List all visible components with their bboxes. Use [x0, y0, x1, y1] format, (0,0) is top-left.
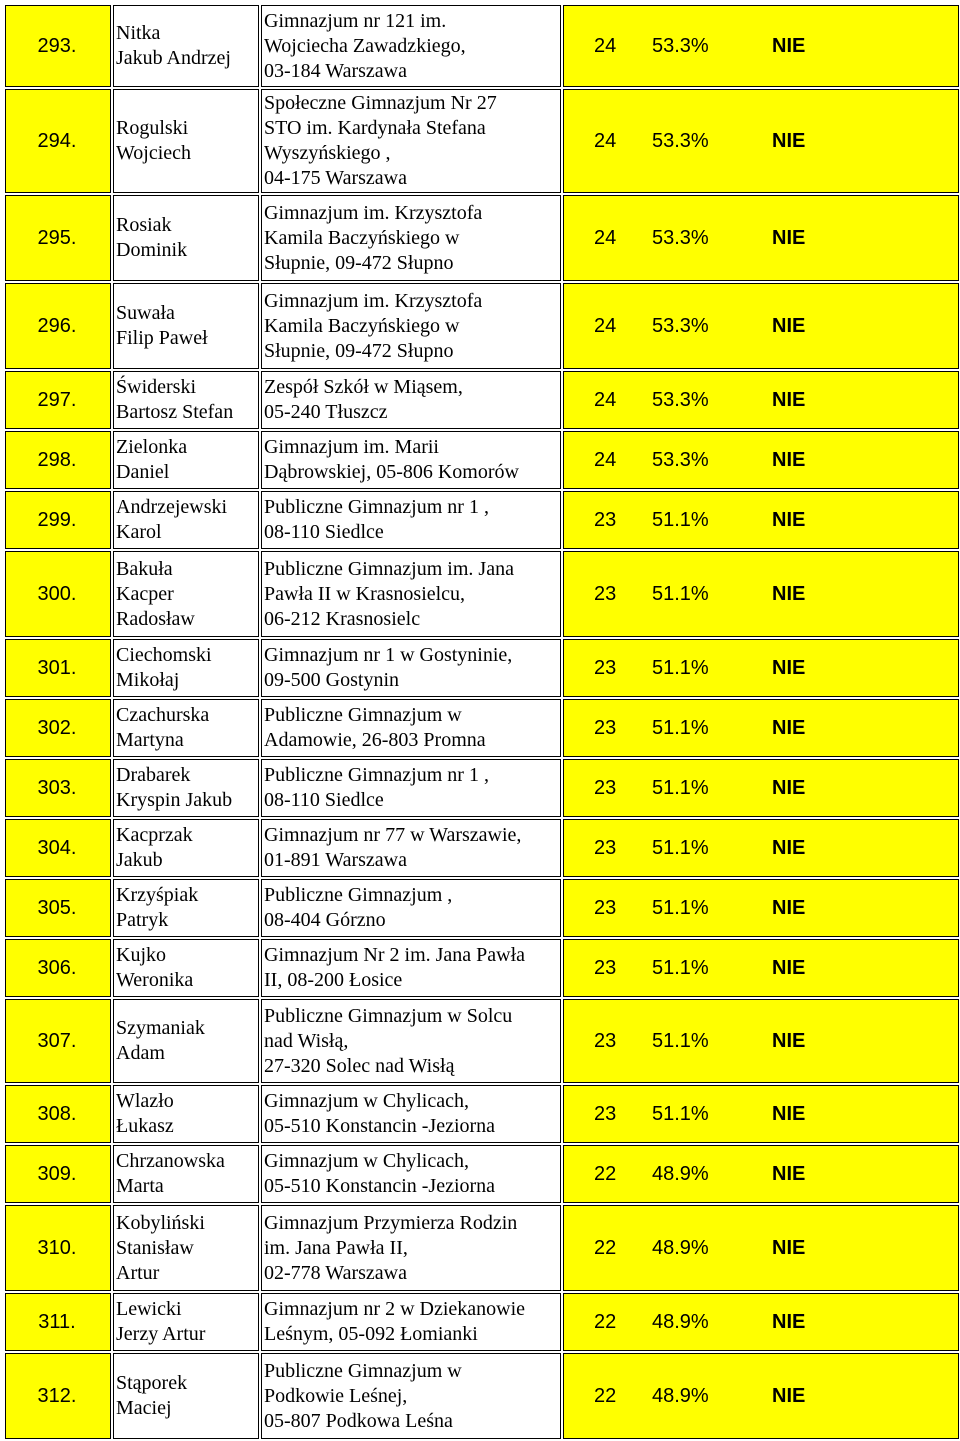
school-cell — [261, 551, 561, 637]
points-value: 23 — [594, 776, 617, 799]
score-cell — [563, 195, 959, 281]
qualification-result: NIE — [772, 956, 806, 979]
table-row — [5, 283, 959, 369]
school-line: 05-807 Podkowa Leśna — [264, 1409, 453, 1432]
results-table — [3, 3, 960, 1441]
student-name-cell — [113, 639, 259, 697]
table-row — [5, 1293, 959, 1351]
table-row — [5, 491, 959, 549]
points-value: 22 — [594, 1236, 617, 1259]
score-cell — [563, 491, 959, 549]
school-line: Słupnie, 09-472 Słupno — [264, 339, 454, 362]
score-cell — [563, 1293, 959, 1351]
percent-value: 51.1% — [652, 508, 709, 531]
student-name-cell — [113, 879, 259, 937]
student-name-cell — [113, 89, 259, 193]
student-name-line: Ciechomski — [116, 644, 212, 666]
student-name-cell — [113, 491, 259, 549]
school-line: Społeczne Gimnazjum Nr 27 — [264, 92, 497, 114]
score-cell — [563, 879, 959, 937]
points-value: 23 — [594, 836, 617, 859]
student-name-line: Radosław — [116, 607, 195, 630]
percent-value: 53.3% — [652, 129, 709, 152]
student-name-line: Patryk — [116, 909, 169, 931]
qualification-result: NIE — [772, 1310, 806, 1333]
student-name-cell — [113, 371, 259, 429]
student-name-cell — [113, 699, 259, 757]
student-name-cell — [113, 431, 259, 489]
score-cell — [563, 371, 959, 429]
score-cell — [563, 759, 959, 817]
student-name-line: Mikołaj — [116, 669, 180, 691]
row-number: 304. — [5, 819, 111, 877]
student-name-cell — [113, 283, 259, 369]
school-cell — [261, 491, 561, 549]
student-name-line: Lewicki — [116, 1298, 182, 1320]
score-cell — [563, 639, 959, 697]
school-line: 05-510 Konstancin -Jeziorna — [264, 1175, 496, 1197]
school-line: Zespół Szkół w Miąsem, — [264, 376, 463, 398]
school-line: Gimnazjum w Chylicach, — [264, 1150, 469, 1172]
student-name-line: Kacprzak — [116, 824, 193, 846]
student-name-line: Drabarek — [116, 764, 191, 786]
percent-value: 51.1% — [652, 896, 709, 919]
school-line: Gimnazjum im. Krzysztofa — [264, 289, 483, 312]
school-cell — [261, 5, 561, 87]
student-name-line: Rogulski — [116, 117, 189, 139]
school-line: Wyszyńskiego , — [264, 142, 391, 164]
percent-value: 48.9% — [652, 1310, 709, 1333]
table-row — [5, 551, 959, 637]
student-name-line: Kobyliński — [116, 1211, 205, 1234]
score-cell — [563, 5, 959, 87]
student-name-cell — [113, 1353, 259, 1439]
school-line: 03-184 Warszawa — [264, 59, 407, 82]
school-cell — [261, 195, 561, 281]
points-value: 24 — [594, 34, 617, 57]
student-name-cell — [113, 999, 259, 1083]
table-row — [5, 999, 959, 1083]
table-row — [5, 1205, 959, 1291]
school-line: Gimnazjum Przymierza Rodzin — [264, 1211, 518, 1234]
table-row — [5, 431, 959, 489]
school-line: Podkowie Leśnej, — [264, 1384, 408, 1407]
student-name-cell — [113, 939, 259, 997]
school-line: 08-404 Górzno — [264, 909, 386, 931]
table-row — [5, 1353, 959, 1439]
student-name-line: Suwała — [116, 302, 175, 324]
school-line: Leśnym, 05-092 Łomianki — [264, 1323, 478, 1345]
school-line: 06-212 Krasnosielc — [264, 607, 421, 630]
percent-value: 48.9% — [652, 1384, 709, 1407]
student-name-line: Wojciech — [116, 142, 192, 164]
school-cell — [261, 699, 561, 757]
points-value: 24 — [594, 314, 617, 337]
qualification-result: NIE — [772, 314, 806, 337]
student-name-line: Adam — [116, 1042, 165, 1064]
school-line: im. Jana Pawła II, — [264, 1236, 408, 1259]
points-value: 23 — [594, 508, 617, 531]
points-value: 23 — [594, 1102, 617, 1125]
score-cell — [563, 1353, 959, 1439]
school-line: Publiczne Gimnazjum nr 1 , — [264, 764, 489, 786]
percent-value: 51.1% — [652, 1029, 709, 1052]
school-line: Gimnazjum Nr 2 im. Jana Pawła — [264, 944, 526, 966]
percent-value: 53.3% — [652, 388, 709, 411]
qualification-result: NIE — [772, 716, 806, 739]
points-value: 23 — [594, 956, 617, 979]
percent-value: 51.1% — [652, 656, 709, 679]
score-cell — [563, 1205, 959, 1291]
percent-value: 53.3% — [652, 448, 709, 471]
student-name-line: Chrzanowska — [116, 1150, 225, 1172]
table-row — [5, 819, 959, 877]
student-name-line: Artur — [116, 1261, 160, 1284]
qualification-result: NIE — [772, 448, 806, 471]
school-cell — [261, 1205, 561, 1291]
table-row — [5, 89, 959, 193]
qualification-result: NIE — [772, 226, 806, 249]
school-cell — [261, 1353, 561, 1439]
school-line: 05-240 Tłuszcz — [264, 401, 388, 423]
student-name-line: Nitka — [116, 22, 161, 44]
student-name-line: Kujko — [116, 944, 166, 966]
points-value: 23 — [594, 716, 617, 739]
points-value: 23 — [594, 656, 617, 679]
percent-value: 51.1% — [652, 776, 709, 799]
student-name-cell — [113, 5, 259, 87]
student-name-line: Stąporek — [116, 1372, 188, 1394]
school-line: Gimnazjum w Chylicach, — [264, 1090, 469, 1112]
points-value: 22 — [594, 1162, 617, 1185]
score-cell — [563, 431, 959, 489]
student-name-line: Martyna — [116, 729, 184, 751]
school-line: Wojciecha Zawadzkiego, — [264, 34, 466, 57]
qualification-result: NIE — [772, 656, 806, 679]
row-number: 311. — [5, 1293, 111, 1351]
row-number: 296. — [5, 283, 111, 369]
points-value: 24 — [594, 129, 617, 152]
qualification-result: NIE — [772, 388, 806, 411]
school-line: Gimnazjum nr 2 w Dziekanowie — [264, 1298, 526, 1320]
percent-value: 53.3% — [652, 226, 709, 249]
row-number: 299. — [5, 491, 111, 549]
table-row — [5, 5, 959, 87]
qualification-result: NIE — [772, 34, 806, 57]
table-row — [5, 639, 959, 697]
row-number: 303. — [5, 759, 111, 817]
percent-value: 51.1% — [652, 956, 709, 979]
qualification-result: NIE — [772, 896, 806, 919]
school-line: nad Wisłą, — [264, 1029, 349, 1052]
school-line: II, 08-200 Łosice — [264, 969, 403, 991]
table-row — [5, 879, 959, 937]
student-name-line: Filip Paweł — [116, 327, 208, 349]
results-table-container — [3, 3, 957, 1441]
percent-value: 48.9% — [652, 1162, 709, 1185]
student-name-line: Stanisław — [116, 1236, 194, 1259]
school-cell — [261, 939, 561, 997]
school-cell — [261, 759, 561, 817]
student-name-line: Daniel — [116, 461, 170, 483]
school-cell — [261, 283, 561, 369]
row-number: 306. — [5, 939, 111, 997]
student-name-line: Zielonka — [116, 436, 188, 458]
percent-value: 51.1% — [652, 716, 709, 739]
row-number: 298. — [5, 431, 111, 489]
school-line: Gimnazjum nr 77 w Warszawie, — [264, 824, 522, 846]
school-cell — [261, 639, 561, 697]
school-line: Publiczne Gimnazjum w — [264, 704, 462, 726]
points-value: 22 — [594, 1384, 617, 1407]
student-name-line: Łukasz — [116, 1115, 174, 1137]
school-line: Kamila Baczyńskiego w — [264, 226, 460, 249]
qualification-result: NIE — [772, 582, 806, 605]
student-name-line: Weronika — [116, 969, 194, 991]
row-number: 312. — [5, 1353, 111, 1439]
student-name-line: Krzyśpiak — [116, 884, 199, 906]
school-cell — [261, 1085, 561, 1143]
points-value: 24 — [594, 388, 617, 411]
score-cell — [563, 819, 959, 877]
school-line: 08-110 Siedlce — [264, 789, 384, 811]
percent-value: 51.1% — [652, 836, 709, 859]
school-line: Publiczne Gimnazjum , — [264, 884, 453, 906]
school-line: Gimnazjum nr 121 im. — [264, 9, 447, 32]
percent-value: 51.1% — [652, 1102, 709, 1125]
school-line: 05-510 Konstancin -Jeziorna — [264, 1115, 496, 1137]
school-line: Dąbrowskiej, 05-806 Komorów — [264, 461, 519, 483]
points-value: 24 — [594, 448, 617, 471]
school-line: 02-778 Warszawa — [264, 1261, 407, 1284]
student-name-cell — [113, 1205, 259, 1291]
qualification-result: NIE — [772, 1029, 806, 1052]
table-row — [5, 939, 959, 997]
row-number: 295. — [5, 195, 111, 281]
school-cell — [261, 999, 561, 1083]
table-row — [5, 699, 959, 757]
percent-value: 53.3% — [652, 34, 709, 57]
student-name-cell — [113, 1085, 259, 1143]
school-cell — [261, 1145, 561, 1203]
row-number: 310. — [5, 1205, 111, 1291]
percent-value: 53.3% — [652, 314, 709, 337]
school-line: Kamila Baczyńskiego w — [264, 314, 460, 337]
table-row — [5, 1085, 959, 1143]
student-name-line: Kacper — [116, 582, 174, 605]
row-number: 301. — [5, 639, 111, 697]
qualification-result: NIE — [772, 836, 806, 859]
results-table-body — [5, 5, 959, 1439]
school-line: 04-175 Warszawa — [264, 167, 407, 189]
points-value: 22 — [594, 1310, 617, 1333]
school-line: Słupnie, 09-472 Słupno — [264, 251, 454, 274]
student-name-line: Czachurska — [116, 704, 210, 726]
school-line: Publiczne Gimnazjum nr 1 , — [264, 496, 489, 518]
student-name-line: Jakub Andrzej — [116, 47, 231, 69]
school-cell — [261, 431, 561, 489]
row-number: 305. — [5, 879, 111, 937]
student-name-line: Karol — [116, 521, 162, 543]
student-name-line: Kryspin Jakub — [116, 789, 233, 811]
school-line: Publiczne Gimnazjum w — [264, 1359, 462, 1382]
score-cell — [563, 1085, 959, 1143]
qualification-result: NIE — [772, 508, 806, 531]
score-cell — [563, 89, 959, 193]
student-name-line: Marta — [116, 1175, 164, 1197]
qualification-result: NIE — [772, 1384, 806, 1407]
school-line: Gimnazjum im. Krzysztofa — [264, 201, 483, 224]
school-line: Publiczne Gimnazjum w Solcu — [264, 1004, 513, 1027]
points-value: 24 — [594, 226, 617, 249]
row-number: 308. — [5, 1085, 111, 1143]
student-name-line: Wlazło — [116, 1090, 174, 1112]
student-name-cell — [113, 551, 259, 637]
row-number: 307. — [5, 999, 111, 1083]
school-line: Gimnazjum nr 1 w Gostyninie, — [264, 644, 513, 666]
score-cell — [563, 999, 959, 1083]
student-name-cell — [113, 1145, 259, 1203]
school-line: Gimnazjum im. Marii — [264, 436, 439, 458]
row-number: 309. — [5, 1145, 111, 1203]
row-number: 293. — [5, 5, 111, 87]
school-cell — [261, 371, 561, 429]
student-name-line: Bartosz Stefan — [116, 401, 234, 423]
table-row — [5, 759, 959, 817]
school-line: STO im. Kardynała Stefana — [264, 117, 486, 139]
qualification-result: NIE — [772, 1162, 806, 1185]
student-name-line: Jakub — [116, 849, 163, 871]
student-name-line: Andrzejewski — [116, 496, 228, 518]
score-cell — [563, 699, 959, 757]
school-line: Adamowie, 26-803 Promna — [264, 729, 486, 751]
row-number: 302. — [5, 699, 111, 757]
student-name-cell — [113, 819, 259, 877]
qualification-result: NIE — [772, 776, 806, 799]
school-line: 09-500 Gostynin — [264, 669, 399, 691]
score-cell — [563, 1145, 959, 1203]
points-value: 23 — [594, 896, 617, 919]
student-name-line: Dominik — [116, 239, 188, 261]
points-value: 23 — [594, 582, 617, 605]
points-value: 23 — [594, 1029, 617, 1052]
school-cell — [261, 879, 561, 937]
score-cell — [563, 551, 959, 637]
school-line: 08-110 Siedlce — [264, 521, 384, 543]
school-cell — [261, 89, 561, 193]
student-name-line: Świderski — [116, 376, 196, 398]
table-row — [5, 195, 959, 281]
row-number: 300. — [5, 551, 111, 637]
student-name-line: Maciej — [116, 1397, 172, 1419]
qualification-result: NIE — [772, 129, 806, 152]
score-cell — [563, 939, 959, 997]
student-name-line: Jerzy Artur — [116, 1323, 206, 1345]
school-line: 27-320 Solec nad Wisłą — [264, 1054, 455, 1077]
student-name-cell — [113, 195, 259, 281]
row-number: 297. — [5, 371, 111, 429]
qualification-result: NIE — [772, 1236, 806, 1259]
percent-value: 51.1% — [652, 582, 709, 605]
school-line: Publiczne Gimnazjum im. Jana — [264, 557, 514, 580]
score-cell — [563, 283, 959, 369]
table-row — [5, 1145, 959, 1203]
student-name-line: Szymaniak — [116, 1017, 205, 1039]
student-name-cell — [113, 759, 259, 817]
student-name-cell — [113, 1293, 259, 1351]
school-line: Pawła II w Krasnosielcu, — [264, 582, 466, 605]
school-line: 01-891 Warszawa — [264, 849, 407, 871]
school-cell — [261, 1293, 561, 1351]
qualification-result: NIE — [772, 1102, 806, 1125]
school-cell — [261, 819, 561, 877]
student-name-line: Rosiak — [116, 214, 172, 236]
row-number: 294. — [5, 89, 111, 193]
table-row — [5, 371, 959, 429]
percent-value: 48.9% — [652, 1236, 709, 1259]
student-name-line: Bakuła — [116, 557, 173, 580]
